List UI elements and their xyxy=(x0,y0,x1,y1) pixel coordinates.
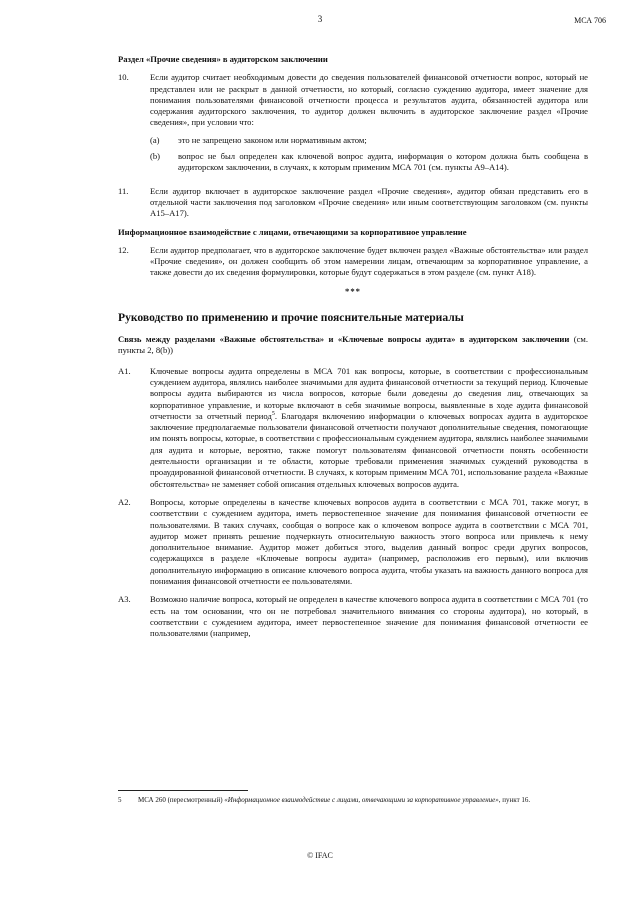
paragraph-text: Если аудитор считает необходимым довести до сведения пользователей финансовой отчетности вопрос, который не представлен или не раскрыт в данной отчетности, но который, согласно суждению аудитора, имеет значение для понимания пользователями финансовой отчетности процесса и результатов аудита, обязанностей аудитора или содержания аудиторского заключения, то аудитор должен включить в аудиторское заключение раздел «Прочие сведения», при условии что: xyxy=(150,72,588,128)
subheading-reference: (см. пункты 2, 8(b)) xyxy=(118,334,588,356)
standard-reference: МСА 706 xyxy=(574,16,606,25)
paragraph-number: А1. xyxy=(118,365,131,376)
footnote-title: «Информационное взаимодействие с лицами, отвечающими за корпоративное управление» xyxy=(224,796,499,804)
paragraph-text: Если аудитор предполагает, что в аудиторское заключение будет включен раздел «Важные обстоятельства» или раздел «Прочие сведения», он должен сообщить об этом намерении лицам, отвечающим за корпоративное управление, а также довести до их сведения формулировки, которые будут содержаться в этом разделе (см. пункт А18). xyxy=(150,244,588,278)
list-item-label: (b) xyxy=(150,151,161,162)
list-item-text: это не запрещено законом или нормативным актом; xyxy=(178,134,367,145)
paragraph-text: Возможно наличие вопроса, который не определен в качестве ключевого вопроса аудита в соответствии с МСА 701 (то есть на том основании, что он не потребовал значительного внимания со стороны аудитора), но который, в соответствии с суждением аудитора, имеет первостепенное значение для понимания финансовой отчетности ее пользователями (например, xyxy=(150,594,588,639)
list-item xyxy=(150,135,588,146)
paragraph-number: 11. xyxy=(118,185,129,196)
paragraph-a1 xyxy=(118,366,588,490)
list-item xyxy=(150,151,588,174)
paragraph-text xyxy=(150,366,588,490)
paragraph-number: 12. xyxy=(118,244,129,255)
paragraph-10 xyxy=(118,72,588,178)
paragraph-text-part: Ключевые вопросы аудита определены в МСА 701 как вопросы, которые, в соответствии с профессиональным суждением аудитора, являлись наиболее значимыми для аудита финансовой отчетности за текущий период. Ключевые вопросы аудита выбираются из числа вопросов, которые были доведены до сведения лиц, отвечающих за корпоративное управление, и которые включают в себя значимые вопросы, выявленные в ходе аудита финансовой отчетности за отчетный период xyxy=(150,365,588,421)
guidance-subheading xyxy=(118,334,588,357)
paragraph-a2 xyxy=(118,497,588,587)
footnote-text-part: , пункт 16. xyxy=(498,796,531,804)
list-item-label: (a) xyxy=(150,134,160,145)
footnote-divider xyxy=(118,790,248,791)
list-item-text: вопрос не был определен как ключевой вопрос аудита, информация о котором должна быть сообщена в аудиторском заключении, в случаях, к которым применим МСА 701 (см. пункты А9–А14). xyxy=(178,151,588,173)
footnote-text xyxy=(138,796,530,806)
footnote xyxy=(118,796,588,806)
section-heading-governance: Информационное взаимодействие с лицами, отвечающими за корпоративное управление xyxy=(118,226,467,237)
paragraph-11 xyxy=(118,186,588,220)
paragraph-12 xyxy=(118,245,588,279)
footnote-marker[interactable]: 5 xyxy=(271,410,275,417)
section-separator: *** xyxy=(345,285,361,296)
paragraph-text: Вопросы, которые определены в качестве ключевых вопросов аудита в соответствии с МСА 701, также могут, в соответствии с суждением аудитора, иметь первостепенное значение для понимания финансовой отчетности ее пользователями. В таких случаях, сообщая о вопросе как о ключевом вопросе аудита в соответствии с МСА 701, аудитор может принять решение подчеркнуть относительную важность этого вопроса или привлечь к нему дополнительное внимание. Аудитор может добиться этого, выделив данный вопрос среди других вопросов, содержащихся в разделе «Ключевые вопросы аудита» (например, расположив его первым), или включив дополнительную информацию в описание ключевого вопроса аудита, чтобы указать на важность данного вопроса для понимания финансовой отчетности ее пользователями. xyxy=(150,496,588,586)
footnote-number: 5 xyxy=(118,796,122,804)
section-heading-other-info: Раздел «Прочие сведения» в аудиторском заключении xyxy=(118,54,328,64)
guidance-heading: Руководство по применению и прочие пояснительные материалы xyxy=(118,311,464,325)
paragraph-text-part: . Благодаря включению информации о ключевых вопросах аудита в аудиторское заключение предполагаемые пользователи финансовой отчетности получают дополнительные сведения, помогающие им понять вопросы, которые, в соответствии с профессиональным суждением аудитора, являлись наиболее значимыми для аудита и которые, вероятно, также помогут пользователям финансовой отчетности понять особенности деятельности организации и те области, которые требовали применения значимых суждений руководства в проаудированной финансовой отчетности. В случаях, к которым применим МСА 701, использование раздела «Важные обстоятельства» не заменяет собой описания отдельных ключевых вопросов аудита. xyxy=(150,410,588,489)
paragraph-text: Если аудитор включает в аудиторское заключение раздел «Прочие сведения», аудитор обязан представить его в отдельной части заключения под заголовком «Прочие сведения» или иным соответствующим заголовком (см. пункты А15–А17). xyxy=(150,185,588,219)
footnote-text-part: МСА 260 (пересмотренный) xyxy=(138,796,225,804)
paragraph-number: 10. xyxy=(118,72,129,83)
document-body xyxy=(118,54,588,646)
paragraph-a3 xyxy=(118,594,588,639)
copyright-footer: © IFAC xyxy=(307,851,333,860)
paragraph-number: А3. xyxy=(118,594,131,605)
page-number: 3 xyxy=(317,14,323,24)
paragraph-number: А2. xyxy=(118,496,131,507)
subheading-title: Связь между разделами «Важные обстоятельства» и «Ключевые вопросы аудита» в аудиторском заключении xyxy=(118,334,570,345)
